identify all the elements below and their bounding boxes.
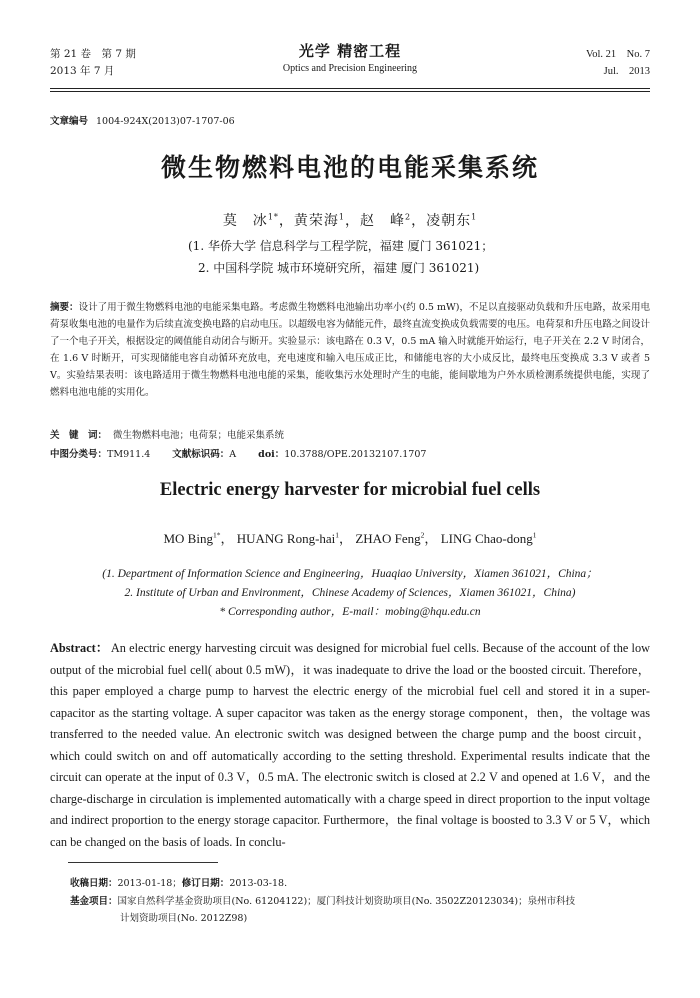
author-sep: ，: [339, 531, 353, 546]
fund-line: [70, 893, 650, 911]
author-sep: ，: [220, 531, 234, 546]
author-sup: 1: [532, 530, 537, 540]
author-name: ZHAO Feng: [355, 531, 421, 546]
footnotes: [70, 875, 650, 928]
keywords-cn-text: 微生物燃料电池；电荷泵；电能采集系统: [113, 430, 285, 441]
journal-title-en: Optics and Precision Engineering: [282, 63, 418, 74]
volume-issue-en: Vol. 21 No. 7: [586, 49, 650, 60]
footnote-rule: [68, 862, 218, 863]
affiliation-line: (1. 华侨大学 信息科学与工程学院，福建 厦门 361021；: [188, 239, 494, 253]
author-sup: 1: [335, 530, 340, 540]
corresponding-author: * Corresponding author，E-mail：mobing@hqu.edu.cn: [219, 606, 481, 618]
affiliation-line: 2. 中国科学院 城市环境研究所，福建 厦门 361021): [198, 261, 480, 275]
author-sup: 1*: [267, 212, 279, 222]
title-cn: 微生物燃料电池的电能采集系统: [160, 153, 539, 182]
revised-value: 2013-03-18.: [229, 878, 288, 889]
fund-label: 基金项目：: [70, 895, 118, 907]
authors-en: [0, 528, 700, 547]
article-number: [50, 113, 235, 127]
header-left: [50, 46, 136, 80]
affiliations-en: [0, 565, 700, 622]
article-number-label: 文章编号: [50, 116, 89, 127]
abstract-cn: [50, 299, 650, 401]
clc-value: TM911.4: [107, 449, 151, 460]
keywords-cn-label: 关 键 词：: [50, 430, 108, 441]
abstract-en: [50, 638, 650, 853]
affiliations-cn: [188, 235, 493, 279]
author-sep: ，: [278, 213, 294, 229]
abstract-en-text: An electric energy harvesting circuit was designed for microbial fuel cells. Because of the account of the low output of the microbial fuel cell( about 0.5 mW)，it was inadequate to drive the load or the boosted circuit. Therefore，this paper employed a charge pump to harvest the electric energy of the microbial fuel cell and stored it in a super-capacitor as the starting voltage. A super capacitor was taken as the energy storage component，then，the voltage was transferred to the needed value. An electronic switch was designed between the charge pump and the boost circuit，which could switch on and off automatically according to the setting threshold. Experimental results indicate that the circuit can operate at the input of 0.3 V，0.5 mA. The electronic switch is closed at 2.2 V and opened at 1.6 V，and the charge-discharge in circulation is implemented automatically with a charge speed in direct proportion to the input voltage and indirect proportion to the energy storage capacitor. Furthermore，the final voltage is boosted to 3.3 V or 5 V，which can be changed on the basis of loads. In conclu-: [50, 641, 650, 849]
journal-title-cn: 光学 精密工程: [298, 42, 402, 60]
author-sep: ，: [424, 531, 438, 546]
author-name: HUANG Rong-hai: [236, 531, 336, 546]
received-value: 2013-01-18；: [117, 878, 182, 889]
abstract-cn-text: 设计了用于微生物燃料电池的电能采集电路。考虑微生物燃料电池输出功率小(约 0.5 mW)，不足以直接驱动负载和升压电路，故采用电荷泵收集电池的电量作为后续直流变换电路的启动电压。以超级电容为储能元件，最终直流变换成负载需要的电压。电荷泵和升压电路之间设计了一个电子开关，根据设定的阈值能自动闭合与断开。实验显示：该电路在 0.3 V，0.5 mA 输入时就能开始运行，电子开关在 2.2 V 时闭合，在 1.6 V 时断开，可实现储能电容自动循环充放电，充电速度和输入电压成正比，和储能电容的大小成反比，最终电压变换成 3.3 V 或者 5 V。实验结果表明：该电路适用于微生物燃料电池电能的采集，能收集污水处理时产生的电能，能间歇地为户外水质检测系统提供电能，实现了燃料电池电能的实用化。: [50, 302, 650, 398]
author-name: MO Bing: [163, 531, 213, 546]
fund-line-cont: 计划资助项目(No. 2012Z98): [120, 913, 248, 924]
author-sup: 2: [405, 212, 412, 222]
author-sup: 1: [471, 212, 478, 222]
author-sup: 1*: [212, 530, 221, 540]
author-name: 莫 冰: [222, 213, 268, 229]
header-rule: [50, 88, 650, 92]
author-name: 黄荣海: [293, 213, 339, 229]
abstract-en-label: Abstract：: [50, 641, 109, 655]
doc-code-value: A: [229, 449, 237, 460]
header-right: [586, 46, 650, 80]
affiliation-line: 2. Institute of Urban and Environment，Chinese Academy of Sciences，Xiamen 361021，China): [124, 587, 576, 599]
date-cn: 2013 年 7 月: [50, 65, 115, 77]
doi-value: 10.3788/OPE.20132107.1707: [284, 449, 427, 460]
author-name: 赵 峰: [360, 213, 405, 229]
classification-line: [50, 446, 426, 460]
author-sup: 1: [338, 212, 345, 222]
volume-issue-cn: 第 21 卷 第 7 期: [50, 48, 136, 60]
header-center: [200, 42, 500, 77]
doi-label: doi：: [258, 449, 285, 460]
article-number-value: 1004-924X(2013)07-1707-06: [96, 116, 235, 127]
keywords-cn: [50, 427, 284, 441]
author-sup: 2: [420, 530, 425, 540]
author-sep: ，: [411, 213, 427, 229]
received-line: [70, 875, 650, 893]
title-en: Electric energy harvester for microbial fuel cells: [159, 480, 541, 500]
affiliation-line: (1. Department of Information Science and Engineering，Huaqiao University，Xiamen 361021，China；: [102, 568, 598, 580]
doc-code-label: 文献标识码：: [172, 449, 230, 460]
received-label: 收稿日期：: [70, 878, 118, 889]
clc-label: 中图分类号：: [50, 449, 108, 460]
author-name: 凌朝东: [426, 213, 472, 229]
date-en: Jul. 2013: [603, 66, 650, 77]
authors-cn: [0, 210, 700, 230]
author-sep: ，: [345, 213, 360, 229]
abstract-cn-label: 摘要：: [50, 302, 79, 313]
author-name: LING Chao-dong: [440, 531, 533, 546]
revised-label: 修订日期：: [181, 878, 230, 889]
fund-value: 国家自然科学基金资助项目(No. 61204122)；厦门科技计划资助项目(No. 3502Z20123034)；泉州市科技: [117, 895, 576, 907]
